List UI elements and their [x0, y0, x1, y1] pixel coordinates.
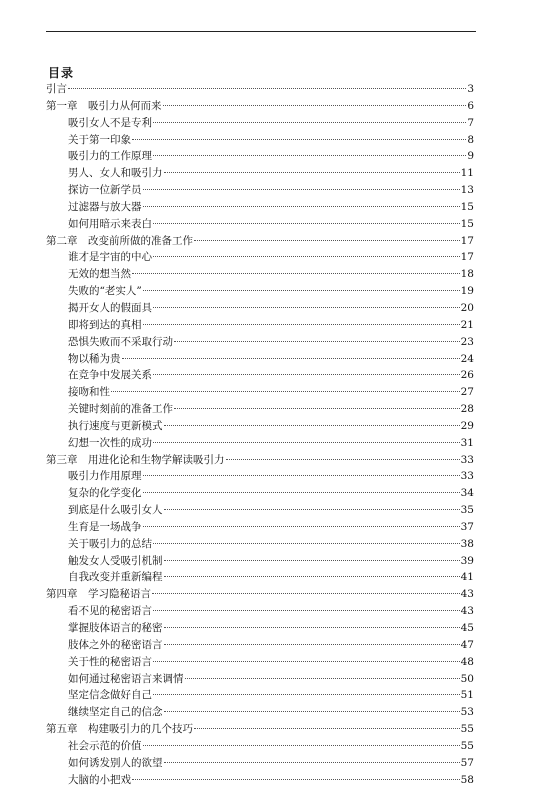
- toc-dot-leader: [143, 492, 460, 493]
- toc-dot-leader: [153, 155, 466, 156]
- toc-entry-label: 失败的“老实人”: [68, 285, 142, 298]
- toc-dot-leader: [152, 593, 460, 594]
- toc-dot-leader: [153, 442, 460, 443]
- toc-entry-page-number: 39: [460, 554, 474, 567]
- toc-entry-label: 社会示范的价值: [68, 739, 142, 752]
- toc-dot-leader: [153, 694, 460, 695]
- toc-dot-leader: [153, 307, 460, 308]
- toc-dot-leader: [163, 105, 467, 106]
- toc-entry-label: 执行速度与更新模式: [68, 419, 163, 432]
- toc-entry-label: 恐惧失败而不采取行动: [68, 335, 173, 348]
- toc-entry-page-number: 26: [460, 369, 474, 382]
- toc-section-entry[interactable]: [46, 148, 474, 165]
- toc-entry-page-number: 51: [460, 689, 474, 702]
- toc-section-entry[interactable]: [46, 637, 474, 654]
- toc-entry-page-number: 24: [460, 352, 474, 365]
- toc-entry-label: 到底是什么吸引女人: [68, 504, 163, 517]
- toc-entry-label: 自我改变并重新编程: [68, 571, 163, 584]
- toc-entry-label: 第四章 学习隐秘语言: [46, 588, 151, 601]
- toc-entry-page-number: 21: [460, 318, 474, 331]
- toc-entry-page-number: 13: [460, 184, 474, 197]
- toc-dot-leader: [122, 358, 460, 359]
- toc-entry-page-number: 9: [467, 150, 474, 163]
- toc-dot-leader: [164, 576, 460, 577]
- toc-entry-page-number: 8: [467, 133, 474, 146]
- toc-chapter-entry[interactable]: [46, 233, 474, 250]
- toc-dot-leader: [164, 627, 460, 628]
- toc-dot-leader: [132, 273, 460, 274]
- toc-dot-leader: [68, 88, 466, 89]
- toc-section-entry[interactable]: [46, 283, 474, 300]
- toc-entry-label: 探访一位新学员: [68, 184, 142, 197]
- toc-entry-label: 肢体之外的秘密语言: [68, 638, 163, 651]
- toc-entry-page-number: 27: [460, 386, 474, 399]
- toc-dot-leader: [153, 374, 460, 375]
- toc-entry-label: 第二章 改变前所做的准备工作: [46, 234, 193, 247]
- toc-entry-label: 谁才是宇宙的中心: [68, 251, 152, 264]
- toc-entry-page-number: 47: [460, 638, 474, 651]
- toc-entry-label: 第一章 吸引力从何而来: [46, 99, 162, 112]
- toc-entry-page-number: 33: [460, 470, 474, 483]
- toc-entry-label: 吸引力作用原理: [68, 470, 142, 483]
- toc-dot-leader: [194, 240, 460, 241]
- toc-entry-page-number: 34: [460, 487, 474, 500]
- toc-chapter-entry[interactable]: [46, 452, 474, 469]
- toc-entry-label: 继续坚定自己的信念: [68, 706, 163, 719]
- toc-section-entry[interactable]: [46, 553, 474, 570]
- toc-entry-page-number: 20: [460, 301, 474, 314]
- toc-entry-label: 关于吸引力的总结: [68, 537, 152, 550]
- toc-entry-page-number: 48: [460, 655, 474, 668]
- toc-entry-label: 男人、女人和吸引力: [68, 167, 163, 180]
- toc-dot-leader: [174, 341, 460, 342]
- toc-entry-label: 接吻和性: [68, 386, 110, 399]
- toc-entry-page-number: 29: [460, 419, 474, 432]
- toc-dot-leader: [143, 745, 460, 746]
- toc-dot-leader: [153, 661, 460, 662]
- toc-section-entry[interactable]: [46, 401, 474, 418]
- toc-section-entry[interactable]: [46, 502, 474, 519]
- toc-entry-page-number: 23: [460, 335, 474, 348]
- toc-section-entry[interactable]: [46, 165, 474, 182]
- toc-entry-page-number: 33: [460, 453, 474, 466]
- toc-entry-label: 吸引力的工作原理: [68, 150, 152, 163]
- toc-entry-page-number: 28: [460, 403, 474, 416]
- toc-dot-leader: [194, 728, 460, 729]
- toc-entry-label: 坚定信念做好自己: [68, 689, 152, 702]
- toc-dot-leader: [164, 560, 460, 561]
- toc-dot-leader: [153, 610, 460, 611]
- toc-entry-page-number: 53: [460, 706, 474, 719]
- toc-entry-page-number: 55: [460, 739, 474, 752]
- toc-entry-page-number: 17: [460, 251, 474, 264]
- toc-section-entry[interactable]: [46, 772, 474, 788]
- toc-dot-leader: [143, 475, 460, 476]
- toc-section-entry[interactable]: [46, 738, 474, 755]
- toc-section-entry[interactable]: [46, 536, 474, 553]
- toc-title: 目录: [48, 66, 75, 80]
- toc-section-entry[interactable]: [46, 654, 474, 671]
- toc-entry-page-number: 45: [460, 622, 474, 634]
- toc-section-entry[interactable]: [46, 418, 474, 435]
- toc-dot-leader: [164, 711, 460, 712]
- toc-section-entry[interactable]: [46, 367, 474, 384]
- toc-section-entry[interactable]: [46, 384, 474, 401]
- toc-entry-page-number: 43: [460, 605, 474, 618]
- toc-entry-page-number: 11: [460, 167, 474, 180]
- toc-dot-leader: [164, 762, 460, 763]
- toc-dot-leader: [132, 139, 466, 140]
- toc-entry-label: 如何诱发别人的欲望: [68, 756, 163, 769]
- toc-entry-page-number: 55: [460, 723, 474, 736]
- toc-entry-page-number: 6: [467, 99, 474, 112]
- toc-entry-page-number: 57: [460, 756, 474, 769]
- toc-entry-page-number: 41: [460, 571, 474, 584]
- toc-dot-leader: [153, 122, 466, 123]
- toc-entry-page-number: 35: [460, 504, 474, 517]
- toc-entry-label: 第五章 构建吸引力的几个技巧: [46, 723, 193, 736]
- toc-chapter-entry[interactable]: [46, 586, 474, 603]
- toc-entry-page-number: 18: [460, 268, 474, 281]
- toc-entry-page-number: 38: [460, 537, 474, 550]
- toc-dot-leader: [164, 425, 460, 426]
- toc-entry-label: 触发女人受吸引机制: [68, 554, 163, 567]
- toc-dot-leader: [164, 509, 460, 510]
- toc-dot-leader: [153, 543, 460, 544]
- toc-dot-leader: [143, 526, 460, 527]
- toc-entry-label: 过滤器与放大器: [68, 200, 142, 213]
- toc-section-entry[interactable]: [46, 468, 474, 485]
- toc-section-entry[interactable]: [46, 300, 474, 317]
- toc-entry-page-number: 50: [460, 672, 474, 685]
- toc-entry-label: 复杂的化学变化: [68, 487, 142, 500]
- toc-entry-page-number: 3: [467, 83, 474, 95]
- toc-entry-page-number: 7: [467, 116, 474, 129]
- toc-dot-leader: [143, 290, 460, 291]
- toc-entry-label: 引言: [46, 83, 67, 95]
- toc-dot-leader: [153, 223, 460, 224]
- toc-entry-label: 如何用暗示来表白: [68, 217, 152, 230]
- toc-dot-leader: [143, 324, 460, 325]
- toc-section-entry[interactable]: [46, 115, 474, 132]
- toc-entry-label: 物以稀为贵: [68, 352, 121, 365]
- toc-entry-label: 无效的想当然: [68, 268, 131, 281]
- toc-chapter-entry[interactable]: [46, 721, 474, 738]
- toc-section-entry[interactable]: [46, 199, 474, 216]
- toc-section-entry[interactable]: [46, 435, 474, 452]
- toc-entry-label: 揭开女人的假面具: [68, 301, 152, 314]
- toc-section-entry[interactable]: [46, 519, 474, 536]
- toc-section-entry[interactable]: [46, 216, 474, 233]
- toc-entry-page-number: 19: [460, 285, 474, 298]
- toc-entry-page-number: 17: [460, 234, 474, 247]
- toc-entry-page-number: 31: [460, 436, 474, 449]
- toc-section-entry[interactable]: [46, 182, 474, 199]
- toc-entry-label: 关键时刻前的准备工作: [68, 403, 173, 416]
- toc-entry-label: 掌握肢体语言的秘密: [68, 622, 163, 634]
- toc-entry-label: 幻想一次性的成功: [68, 436, 152, 449]
- toc-section-entry[interactable]: [46, 603, 474, 620]
- toc-section-entry[interactable]: [46, 132, 474, 149]
- toc-dot-leader: [132, 779, 460, 780]
- toc-section-entry[interactable]: [46, 704, 474, 721]
- toc-section-entry[interactable]: [46, 485, 474, 502]
- toc-entry-label: 如何通过秘密语言来调情: [68, 672, 184, 685]
- toc-dot-leader: [143, 206, 460, 207]
- toc-entry-page-number: 15: [460, 217, 474, 230]
- toc-entry-page-number: 58: [460, 773, 474, 786]
- toc-entry-label: 关于第一印象: [68, 133, 131, 146]
- toc-chapter-entry[interactable]: [46, 98, 474, 115]
- toc-entry-label: 第三章 用进化论和生物学解读吸引力: [46, 453, 225, 466]
- toc-entry-label: 在竞争中发展关系: [68, 369, 152, 382]
- toc-dot-leader: [185, 678, 460, 679]
- toc-entry-label: 关于性的秘密语言: [68, 655, 152, 668]
- toc-section-entry[interactable]: [46, 755, 474, 772]
- toc-entry-label: 吸引女人不是专利: [68, 116, 152, 129]
- toc-list: [46, 81, 474, 788]
- toc-entry-label: 看不见的秘密语言: [68, 605, 152, 618]
- toc-entry-page-number: 43: [460, 588, 474, 601]
- toc-section-entry[interactable]: [46, 249, 474, 266]
- toc-section-entry[interactable]: [46, 317, 474, 334]
- toc-entry-page-number: 37: [460, 520, 474, 533]
- toc-dot-leader: [143, 189, 460, 190]
- toc-section-entry[interactable]: [46, 687, 474, 704]
- toc-section-entry[interactable]: [46, 671, 474, 688]
- header-rule: [46, 31, 476, 32]
- toc-dot-leader: [111, 391, 460, 392]
- toc-section-entry[interactable]: [46, 620, 474, 637]
- toc-dot-leader: [174, 408, 460, 409]
- toc-dot-leader: [164, 644, 460, 645]
- toc-section-entry[interactable]: [46, 351, 474, 368]
- toc-section-entry[interactable]: [46, 334, 474, 351]
- toc-entry-page-number: 15: [460, 200, 474, 213]
- toc-section-entry[interactable]: [46, 266, 474, 283]
- toc-dot-leader: [164, 172, 460, 173]
- toc-entry-label: 大脑的小把戏: [68, 773, 131, 786]
- toc-chapter-entry[interactable]: [46, 81, 474, 98]
- toc-dot-leader: [226, 459, 460, 460]
- toc-entry-label: 即将到达的真相: [68, 318, 142, 331]
- toc-entry-label: 生育是一场战争: [68, 520, 142, 533]
- toc-dot-leader: [153, 256, 460, 257]
- toc-section-entry[interactable]: [46, 569, 474, 586]
